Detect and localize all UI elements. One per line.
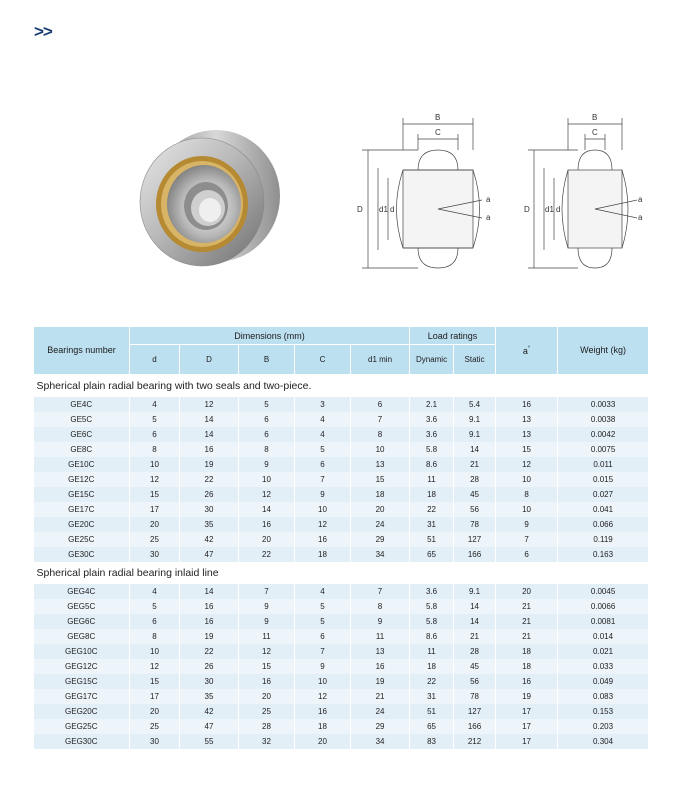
table-cell: 56 [454,674,496,689]
table-cell: 14 [180,412,239,427]
section-title-row [34,562,649,584]
table-cell: 18 [496,659,558,674]
table-row [34,457,649,472]
table-cell: 42 [180,704,239,719]
table-cell: 22 [239,547,295,562]
table-cell: 7 [496,532,558,547]
table-cell: 0.119 [558,532,649,547]
table-cell: 0.011 [558,457,649,472]
table-cell: 31 [410,517,454,532]
table-cell: 16 [295,704,351,719]
bearing-number-cell: GEG10C [34,644,130,659]
table-cell: 14 [454,599,496,614]
table-cell: 10 [295,674,351,689]
table-cell: 16 [351,659,410,674]
table-cell: 9 [295,487,351,502]
drawing2-label-d-outer: D [524,205,530,214]
header-dimensions: Dimensions (mm) [130,327,410,345]
table-cell: 20 [239,689,295,704]
table-cell: 0.049 [558,674,649,689]
table-cell: 20 [351,502,410,517]
table-cell: 5.8 [410,614,454,629]
table-cell: 21 [496,599,558,614]
header-D: D [180,345,239,375]
drawing-label-d: d [390,205,395,214]
table-cell: 21 [496,614,558,629]
table-row [34,659,649,674]
table-cell: 19 [496,689,558,704]
table-cell: 12 [130,659,180,674]
bearing-number-cell: GE20C [34,517,130,532]
header-angle [496,327,558,375]
table-cell: 42 [180,532,239,547]
table-cell: 35 [180,517,239,532]
table-cell: 0.0038 [558,412,649,427]
table-cell: 65 [410,547,454,562]
table-cell: 17 [496,704,558,719]
table-cell: 12 [239,487,295,502]
table-cell: 166 [454,547,496,562]
table-cell: 6 [239,427,295,442]
table-cell: 25 [130,719,180,734]
table-row [34,412,649,427]
table-cell: 0.015 [558,472,649,487]
table-cell: 0.066 [558,517,649,532]
table-cell: 25 [239,704,295,719]
section-title: Spherical plain radial bearing inlaid line [34,562,649,584]
table-row [34,547,649,562]
table-cell: 5 [239,397,295,412]
table-cell: 17 [496,719,558,734]
table-row [34,734,649,749]
bearing-number-cell: GEG5C [34,599,130,614]
table-row [34,644,649,659]
drawing-label-d1: d1 [379,205,388,214]
table-cell: 17 [130,502,180,517]
table-cell: 13 [351,644,410,659]
table-row [34,472,649,487]
drawing2-label-a2: a [638,213,643,222]
section-title: Spherical plain radial bearing with two seals and two-piece. [34,375,649,398]
header-static: Static [454,345,496,375]
table-cell: 5.4 [454,397,496,412]
bearing-number-cell: GEG8C [34,629,130,644]
table-cell: 51 [410,704,454,719]
bearing-number-cell: GE15C [34,487,130,502]
table-cell: 8 [496,487,558,502]
table-cell: 0.027 [558,487,649,502]
bearing-number-cell: GEG4C [34,584,130,599]
table-cell: 0.163 [558,547,649,562]
table-cell: 25 [130,532,180,547]
table-cell: 15 [130,487,180,502]
table-cell: 0.0033 [558,397,649,412]
table-cell: 16 [239,517,295,532]
table-cell: 30 [180,674,239,689]
table-cell: 12 [180,397,239,412]
table-cell: 15 [239,659,295,674]
table-cell: 15 [130,674,180,689]
table-cell: 166 [454,719,496,734]
bearing-number-cell: GE4C [34,397,130,412]
table-cell: 34 [351,734,410,749]
header-weight: Weight (kg) [558,327,649,375]
table-row [34,584,649,599]
table-cell: 127 [454,532,496,547]
table-row [34,532,649,547]
table-row [34,502,649,517]
table-cell: 18 [496,644,558,659]
table-cell: 0.153 [558,704,649,719]
table-cell: 7 [295,472,351,487]
table-cell: 47 [180,719,239,734]
table-cell: 5 [130,599,180,614]
table-cell: 78 [454,689,496,704]
table-cell: 11 [239,629,295,644]
bearing-number-cell: GE5C [34,412,130,427]
header-d: d [130,345,180,375]
table-cell: 31 [410,689,454,704]
table-cell: 14 [180,427,239,442]
table-cell: 6 [130,427,180,442]
table-cell: 28 [239,719,295,734]
table-cell: 6 [295,457,351,472]
drawing2-label-c: C [592,128,598,137]
table-cell: 19 [351,674,410,689]
table-cell: 8 [239,442,295,457]
table-cell: 3.6 [410,584,454,599]
drawing2-label-d1: d1 [545,205,554,214]
table-cell: 6 [295,629,351,644]
header-C: C [295,345,351,375]
table-cell: 3 [295,397,351,412]
table-cell: 22 [180,472,239,487]
table-cell: 8 [130,442,180,457]
bearing-number-cell: GEG17C [34,689,130,704]
table-cell: 16 [496,397,558,412]
cross-section-drawing-wide [352,110,520,280]
table-cell: 20 [496,584,558,599]
bearing-spec-table [33,326,649,749]
table-cell: 22 [180,644,239,659]
header-load-ratings: Load ratings [410,327,496,345]
drawing-label-a2: a [486,213,491,222]
table-cell: 4 [295,427,351,442]
table-cell: 19 [180,457,239,472]
table-cell: 9 [239,457,295,472]
table-cell: 18 [410,487,454,502]
table-cell: 28 [454,472,496,487]
table-cell: 7 [239,584,295,599]
table-cell: 3.6 [410,427,454,442]
table-cell: 45 [454,487,496,502]
table-row [34,719,649,734]
table-cell: 20 [130,517,180,532]
table-cell: 65 [410,719,454,734]
table-cell: 5 [295,442,351,457]
table-cell: 14 [180,584,239,599]
table-cell: 7 [351,412,410,427]
drawing-label-d-outer: D [357,205,363,214]
table-cell: 7 [295,644,351,659]
table-cell: 0.0066 [558,599,649,614]
table-cell: 212 [454,734,496,749]
table-cell: 18 [351,487,410,502]
table-cell: 45 [454,659,496,674]
table-cell: 21 [496,629,558,644]
table-cell: 20 [239,532,295,547]
table-cell: 15 [496,442,558,457]
table-cell: 3.6 [410,412,454,427]
header-angle-sup: ° [527,346,531,352]
header-bearings-number: Bearings number [34,327,130,375]
header-B: B [239,345,295,375]
table-cell: 34 [351,547,410,562]
table-cell: 17 [130,689,180,704]
table-cell: 4 [295,584,351,599]
table-body [34,375,649,750]
table-cell: 21 [351,689,410,704]
header-dynamic: Dynamic [410,345,454,375]
table-cell: 9.1 [454,584,496,599]
table-cell: 30 [180,502,239,517]
table-cell: 22 [410,674,454,689]
table-cell: 8 [351,599,410,614]
table-cell: 11 [410,472,454,487]
table-cell: 12 [295,689,351,704]
table-cell: 5 [295,599,351,614]
table-cell: 15 [351,472,410,487]
table-cell: 5 [130,412,180,427]
section-arrows: >> [34,22,52,41]
table-cell: 14 [454,442,496,457]
table-row [34,599,649,614]
table-cell: 12 [130,472,180,487]
table-cell: 12 [496,457,558,472]
table-cell: 0.033 [558,659,649,674]
table-row [34,704,649,719]
table-cell: 0.0075 [558,442,649,457]
bearing-number-cell: GE6C [34,427,130,442]
cross-section-drawing-narrow [522,110,652,280]
table-cell: 10 [496,502,558,517]
table-cell: 8 [351,427,410,442]
header-angle-text: a [522,346,528,356]
table-cell: 16 [295,532,351,547]
bearing-number-cell: GEG20C [34,704,130,719]
table-row [34,629,649,644]
bearing-number-cell: GE30C [34,547,130,562]
table-cell: 0.014 [558,629,649,644]
bearing-number-cell: GEG12C [34,659,130,674]
table-cell: 0.203 [558,719,649,734]
table-cell: 11 [410,644,454,659]
table-row [34,397,649,412]
bearing-number-cell: GE10C [34,457,130,472]
table-cell: 10 [351,442,410,457]
table-cell: 9 [295,659,351,674]
bearing-photo [128,118,288,278]
table-cell: 16 [180,442,239,457]
table-cell: 5.8 [410,442,454,457]
table-cell: 6 [351,397,410,412]
table-cell: 29 [351,532,410,547]
table-cell: 18 [410,659,454,674]
table-cell: 47 [180,547,239,562]
table-cell: 35 [180,689,239,704]
table-cell: 78 [454,517,496,532]
table-cell: 32 [239,734,295,749]
table-cell: 14 [239,502,295,517]
table-cell: 29 [351,719,410,734]
drawing-label-c: C [435,128,441,137]
table-cell: 55 [180,734,239,749]
table-row [34,487,649,502]
table-cell: 9.1 [454,412,496,427]
table-cell: 16 [180,614,239,629]
table-row [34,614,649,629]
bearing-number-cell: GE25C [34,532,130,547]
table-cell: 10 [130,457,180,472]
table-cell: 4 [295,412,351,427]
table-cell: 10 [496,472,558,487]
table-cell: 12 [295,517,351,532]
table-cell: 18 [295,719,351,734]
table-cell: 26 [180,487,239,502]
table-cell: 13 [496,412,558,427]
table-cell: 24 [351,517,410,532]
table-cell: 8.6 [410,457,454,472]
table-cell: 8 [130,629,180,644]
table-cell: 0.304 [558,734,649,749]
table-row [34,689,649,704]
table-cell: 20 [130,704,180,719]
table-cell: 6 [130,614,180,629]
table-cell: 5.8 [410,599,454,614]
drawing-label-a: a [486,195,491,204]
table-cell: 8.6 [410,629,454,644]
bearing-number-cell: GEG15C [34,674,130,689]
table-cell: 4 [130,397,180,412]
table-row [34,517,649,532]
drawing2-label-a: a [638,195,643,204]
table-cell: 12 [239,644,295,659]
table-cell: 0.041 [558,502,649,517]
table-cell: 19 [180,629,239,644]
bearing-number-cell: GEG30C [34,734,130,749]
table-cell: 5 [295,614,351,629]
table-cell: 56 [454,502,496,517]
table-cell: 7 [351,584,410,599]
bearing-number-cell: GEG25C [34,719,130,734]
bearing-number-cell: GE8C [34,442,130,457]
table-cell: 9 [239,599,295,614]
table-cell: 127 [454,704,496,719]
table-cell: 13 [351,457,410,472]
table-cell: 22 [410,502,454,517]
table-cell: 13 [496,427,558,442]
table-cell: 4 [130,584,180,599]
bearing-number-cell: GE12C [34,472,130,487]
table-cell: 10 [130,644,180,659]
drawing2-label-d: d [556,205,561,214]
table-cell: 16 [180,599,239,614]
table-cell: 14 [454,614,496,629]
table-cell: 0.0042 [558,427,649,442]
table-cell: 21 [454,629,496,644]
table-cell: 9.1 [454,427,496,442]
table-cell: 51 [410,532,454,547]
table-cell: 10 [239,472,295,487]
table-cell: 6 [239,412,295,427]
table-cell: 16 [496,674,558,689]
table-cell: 0.021 [558,644,649,659]
bearing-number-cell: GE17C [34,502,130,517]
section-title-row [34,375,649,398]
table-cell: 9 [239,614,295,629]
table-cell: 30 [130,547,180,562]
table-cell: 0.0081 [558,614,649,629]
table-cell: 20 [295,734,351,749]
table-cell: 18 [295,547,351,562]
table-cell: 10 [295,502,351,517]
table-cell: 2.1 [410,397,454,412]
bearing-number-cell: GEG6C [34,614,130,629]
table-cell: 83 [410,734,454,749]
table-cell: 26 [180,659,239,674]
table-cell: 0.0045 [558,584,649,599]
table-cell: 24 [351,704,410,719]
table-cell: 17 [496,734,558,749]
table-row [34,442,649,457]
table-cell: 21 [454,457,496,472]
table-cell: 16 [239,674,295,689]
table-cell: 0.083 [558,689,649,704]
table-row [34,674,649,689]
table-cell: 30 [130,734,180,749]
table-row [34,427,649,442]
table-cell: 9 [496,517,558,532]
table-cell: 6 [496,547,558,562]
table-cell: 9 [351,614,410,629]
table-cell: 28 [454,644,496,659]
table-cell: 11 [351,629,410,644]
header-d1min: d1 min [351,345,410,375]
drawing-label-b: B [435,113,441,122]
drawing2-label-b: B [592,113,598,122]
